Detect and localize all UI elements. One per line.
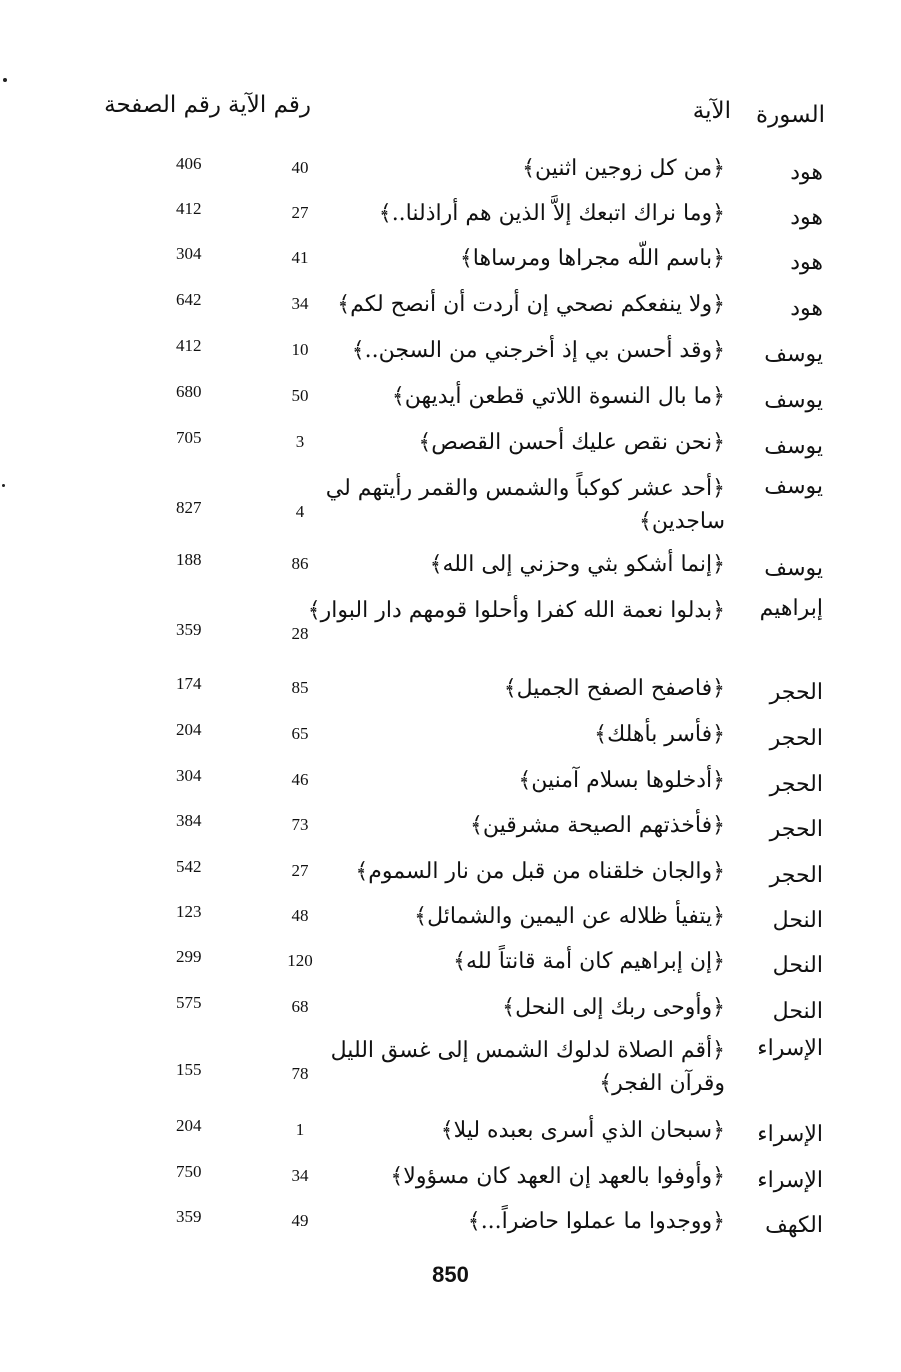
page-ref: 642 <box>176 290 202 309</box>
table-row <box>0 989 901 1029</box>
page-ref: 188 <box>176 550 202 569</box>
table-row <box>0 1158 901 1198</box>
header-page-number: رقم الصفحة <box>104 92 221 118</box>
surah-name: هود <box>790 250 823 275</box>
surah-name: الإسراء <box>757 1168 823 1193</box>
table-row <box>0 332 901 372</box>
page-ref: 304 <box>176 766 202 785</box>
table-row <box>0 1032 901 1104</box>
ayah-number: 85 <box>291 678 309 697</box>
surah-name: يوسف <box>764 434 823 459</box>
table-row <box>0 762 901 802</box>
page-ref: 155 <box>176 1060 202 1079</box>
ayah-number: 34 <box>291 294 309 313</box>
surah-name: النحل <box>772 999 823 1024</box>
ayah-number: 68 <box>291 997 309 1016</box>
ayah-number: 78 <box>291 1064 309 1083</box>
ayah-number: 46 <box>291 770 309 789</box>
table-row <box>0 1203 901 1243</box>
surah-name: الحجر <box>769 863 823 888</box>
ayah-number: 48 <box>291 906 309 925</box>
ayah-text: ﴿فأخذتهم الصيحة مشرقين﴾ <box>469 813 725 838</box>
surah-name: النحل <box>772 953 823 978</box>
surah-name: الكهف <box>765 1213 823 1238</box>
ayah-number: 3 <box>295 432 305 451</box>
surah-name: هود <box>790 205 823 230</box>
ayah-number: 50 <box>291 386 309 405</box>
page-ref: 359 <box>176 1207 202 1226</box>
surah-name: يوسف <box>764 556 823 581</box>
ayah-text: ﴿وأوفوا بالعهد إن العهد كان مسؤولا﴾ <box>390 1164 725 1189</box>
surah-name: الحجر <box>769 817 823 842</box>
surah-name: هود <box>790 296 823 321</box>
table-row <box>0 1112 901 1152</box>
ayah-text: ﴿بدلوا نعمة الله كفرا وأحلوا قومهم دار البوار﴾ <box>307 598 725 623</box>
surah-name: يوسف <box>764 474 823 499</box>
surah-name: الإسراء <box>757 1036 823 1061</box>
table-row <box>0 424 901 464</box>
page-number: 850 <box>432 1262 469 1287</box>
table-row <box>0 853 901 893</box>
page-ref: 204 <box>176 1116 202 1135</box>
page-ref: 705 <box>176 428 202 447</box>
ayah-number: 49 <box>291 1211 309 1230</box>
ayah-text: ﴿وما نراك اتبعك إلاَّ الذين هم أراذلنا..﴾ <box>378 201 725 226</box>
page-ref: 174 <box>176 674 202 693</box>
ayah-number: 120 <box>287 951 313 970</box>
ayah-text: ﴿والجان خلقناه من قبل من نار السموم﴾ <box>355 859 725 884</box>
table-row <box>0 546 901 586</box>
table-row <box>0 716 901 756</box>
ayah-text: ﴿وأوحى ربك إلى النحل﴾ <box>502 995 725 1020</box>
table-row <box>0 470 901 542</box>
ayah-number: 73 <box>291 815 309 834</box>
table-row <box>0 286 901 326</box>
ayah-text: ﴿باسم اللّه مجراها ومرساها﴾ <box>459 246 725 271</box>
page-ref: 304 <box>176 244 202 263</box>
table-row <box>0 240 901 280</box>
table-row <box>0 898 901 938</box>
table-row <box>0 807 901 847</box>
ayah-number: 1 <box>295 1120 305 1139</box>
ayah-number: 27 <box>291 861 309 880</box>
ayah-text: ﴿إن إبراهيم كان أمة قانتاً لله﴾ <box>453 949 725 974</box>
page-ref: 575 <box>176 993 202 1012</box>
ayah-number: 86 <box>291 554 309 573</box>
surah-name: الحجر <box>769 680 823 705</box>
ayah-number: 4 <box>295 502 305 521</box>
scan-speck <box>3 78 7 82</box>
ayah-number: 27 <box>291 203 309 222</box>
ayah-text: ﴿فأسر بأهلك﴾ <box>594 722 725 747</box>
table-row <box>0 150 901 190</box>
ayah-number: 10 <box>291 340 309 359</box>
ayah-number: 28 <box>291 624 309 643</box>
ayah-text: ﴿أحد عشر كوكباً والشمس والقمر رأيتهم لي ساجدين﴾ <box>325 476 725 534</box>
page-ref: 827 <box>176 498 202 517</box>
table-row <box>0 378 901 418</box>
ayah-text: ﴿فاصفح الصفح الجميل﴾ <box>503 676 725 701</box>
ayah-text: ﴿إنما أشكو بثي وحزني إلى الله﴾ <box>429 552 725 577</box>
index-table <box>0 150 901 1250</box>
page-ref: 299 <box>176 947 202 966</box>
ayah-number: 41 <box>291 248 309 267</box>
page-ref: 123 <box>176 902 202 921</box>
header-ayah: الآية <box>692 98 731 124</box>
header-ayah-number: رقم الآية <box>228 92 311 118</box>
table-row <box>0 943 901 983</box>
page-ref: 406 <box>176 154 202 173</box>
surah-name: يوسف <box>764 388 823 413</box>
surah-name: إبراهيم <box>759 596 823 621</box>
surah-name: الإسراء <box>757 1122 823 1147</box>
ayah-number: 40 <box>291 158 309 177</box>
header-surah: السورة <box>756 102 825 128</box>
ayah-text: ﴿يتفيأ ظلاله عن اليمين والشمائل﴾ <box>414 904 725 929</box>
ayah-number: 34 <box>291 1166 309 1185</box>
ayah-number: 65 <box>291 724 309 743</box>
table-row <box>0 592 901 664</box>
table-row <box>0 670 901 710</box>
ayah-text: ﴿أقم الصلاة لدلوك الشمس إلى غسق الليل وقرآن الفجر﴾ <box>330 1038 725 1096</box>
table-header <box>0 92 901 132</box>
ayah-text: ﴿أدخلوها بسلام آمنين﴾ <box>518 768 725 793</box>
surah-name: يوسف <box>764 342 823 367</box>
page-ref: 542 <box>176 857 202 876</box>
surah-name: الحجر <box>769 726 823 751</box>
surah-name: هود <box>790 160 823 185</box>
ayah-text: ﴿سبحان الذي أسرى بعبده ليلا﴾ <box>440 1118 725 1143</box>
surah-name: النحل <box>772 908 823 933</box>
ayah-text: ﴿ووجدوا ما عملوا حاضراً...﴾ <box>467 1209 725 1234</box>
surah-name: الحجر <box>769 772 823 797</box>
ayah-text: ﴿ولا ينفعكم نصحي إن أردت أن أنصح لكم﴾ <box>337 292 725 317</box>
ayah-text: ﴿ما بال النسوة اللاتي قطعن أيديهن﴾ <box>391 384 725 409</box>
page-ref: 204 <box>176 720 202 739</box>
table-row <box>0 195 901 235</box>
page-ref: 750 <box>176 1162 202 1181</box>
page-ref: 412 <box>176 336 202 355</box>
ayah-text: ﴿من كل زوجين اثنين﴾ <box>522 156 725 181</box>
ayah-text: ﴿وقد أحسن بي إذ أخرجني من السجن..﴾ <box>351 338 725 363</box>
page-ref: 412 <box>176 199 202 218</box>
page-ref: 359 <box>176 620 202 639</box>
ayah-text: ﴿نحن نقص عليك أحسن القصص﴾ <box>418 430 725 455</box>
page-ref: 384 <box>176 811 202 830</box>
page-ref: 680 <box>176 382 202 401</box>
